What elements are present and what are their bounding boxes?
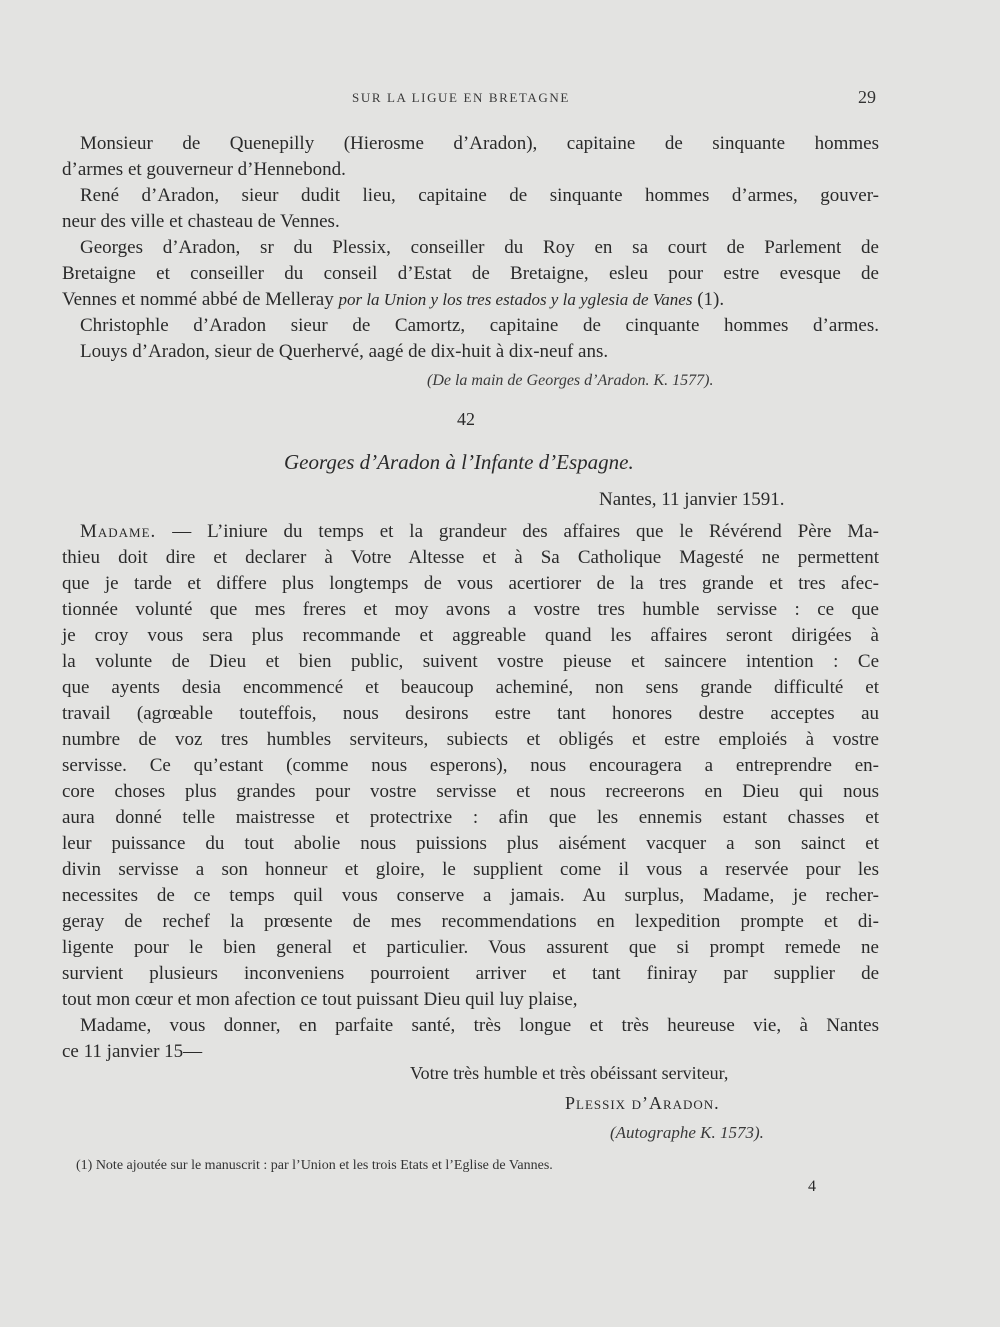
body-line: survient plusieurs inconveniens pourroient arriver et tant finiray par supplier de [62, 963, 879, 984]
running-title: SUR LA LIGUE EN BRETAGNE [352, 90, 570, 105]
body-line: que je tarde et differe plus longtemps de vous acertiorer de la tres grande et tres afec- [62, 573, 879, 594]
body-line: necessites de ce temps quil vous conserve a jamais. Au surplus, Madame, je recher- [62, 885, 879, 906]
body-line: leur puissance du tout abolie nous puissions plus aisément vacquer a son sainct et [62, 833, 879, 854]
list-line-roman: Vennes et nommé abbé de Melleray [62, 289, 334, 310]
salutation: Madame. [80, 521, 157, 542]
body-line: tout mon cœur et mon afection ce tout puissant Dieu quil luy plaise, [62, 989, 578, 1010]
letter-number: 42 [457, 409, 475, 429]
body-line: Madame, vous donner, en parfaite santé, très longue et très heureuse vie, à Nantes [80, 1015, 879, 1036]
body-line: aura donné telle maistresse et protectrixe : afin que les ennemis estant chasses et [62, 807, 879, 828]
source-citation: (Autographe K. 1573). [610, 1123, 764, 1142]
body-line: la volunte de Dieu et bien public, suivent vostre pieuse et saincere intention : Ce [62, 651, 879, 672]
body-line: tionnée volunté que mes freres et moy avons a vostre tres humble servisse : ce que [62, 599, 879, 620]
list-line: Christophle d’Aradon sieur de Camortz, capitaine de cinquante hommes d’armes. [80, 315, 879, 336]
list-line-italic: por la Union y los tres estados y la yglesia de Vanes [338, 290, 693, 309]
body-line: thieu doit dire et declarer à Votre Altesse et à Sa Catholique Magesté ne permettent [62, 547, 879, 568]
list-line: René d’Aradon, sieur dudit lieu, capitaine de sinquante hommes d’armes, gouver- [80, 185, 879, 206]
list-line: Georges d’Aradon, sr du Plessix, conseiller du Roy en sa court de Parlement de [80, 237, 879, 258]
body-line: travail (agrœable touteffois, nous desirons estre tant honores destre acceptes au [62, 703, 879, 724]
dateline: Nantes, 11 janvier 1591. [599, 489, 785, 510]
body-line: ce 11 janvier 15— [62, 1041, 203, 1062]
body-line [80, 519, 879, 545]
body-line: core choses plus grandes pour vostre servisse et nous recreerons en Dieu qui nous [62, 781, 879, 802]
list-line: Bretaigne et conseiller du conseil d’Estat de Bretaigne, esleu pour estre evesque de [62, 263, 879, 284]
footnote-ref: (1). [697, 289, 725, 310]
body-line: geray de rechef la prœsente de mes recommendations en lexpedition prompte et di- [62, 911, 879, 932]
page-header [0, 87, 1000, 112]
list-line: Louys d’Aradon, sieur de Querhervé, aagé de dix-huit à dix-neuf ans. [80, 341, 609, 362]
list-line [62, 287, 724, 313]
letter-title: Georges d’Aradon à l’Infante d’Espagne. [284, 450, 634, 474]
body-line: numbre de voz tres humbles serviteurs, subiects et obligés et estre emploiés à vostre [62, 729, 879, 750]
body-line: divin servisse a son honneur et gloire, le supplient come il vous a reservée pour les [62, 859, 879, 880]
body-line: ligente pour le bien general et particulier. Vous assurent que si prompt remede ne [62, 937, 879, 958]
list-line: neur des ville et chasteau de Vennes. [62, 211, 340, 232]
closing: Votre très humble et très obéissant serviteur, [410, 1063, 729, 1083]
signature-mark: 4 [808, 1178, 816, 1195]
body-line-text: — L’iniure du temps et la grandeur des affaires que le Révérend Père Ma- [172, 521, 880, 542]
page-number: 29 [858, 87, 876, 107]
footnote: (1) Note ajoutée sur le manuscrit : par l’Union et les trois Etats et l’Eglise de Vannes. [76, 1158, 553, 1173]
signature: Plessix d’Aradon. [565, 1093, 720, 1113]
body-line: servisse. Ce qu’estant (comme nous esperons), nous encouragera a entreprendre en- [62, 755, 879, 776]
list-line: d’armes et gouverneur d’Hennebond. [62, 159, 346, 180]
list-line: Monsieur de Quenepilly (Hierosme d’Aradon), capitaine de sinquante hommes [80, 133, 879, 154]
body-line: que ayents desia encommencé et beaucoup acheminé, non sens grande difficulté et [62, 677, 879, 698]
source-citation: (De la main de Georges d’Aradon. K. 1577). [427, 372, 714, 389]
body-line: je croy vous sera plus recommande et aggreable quand les affaires seront dirigées à [62, 625, 879, 646]
